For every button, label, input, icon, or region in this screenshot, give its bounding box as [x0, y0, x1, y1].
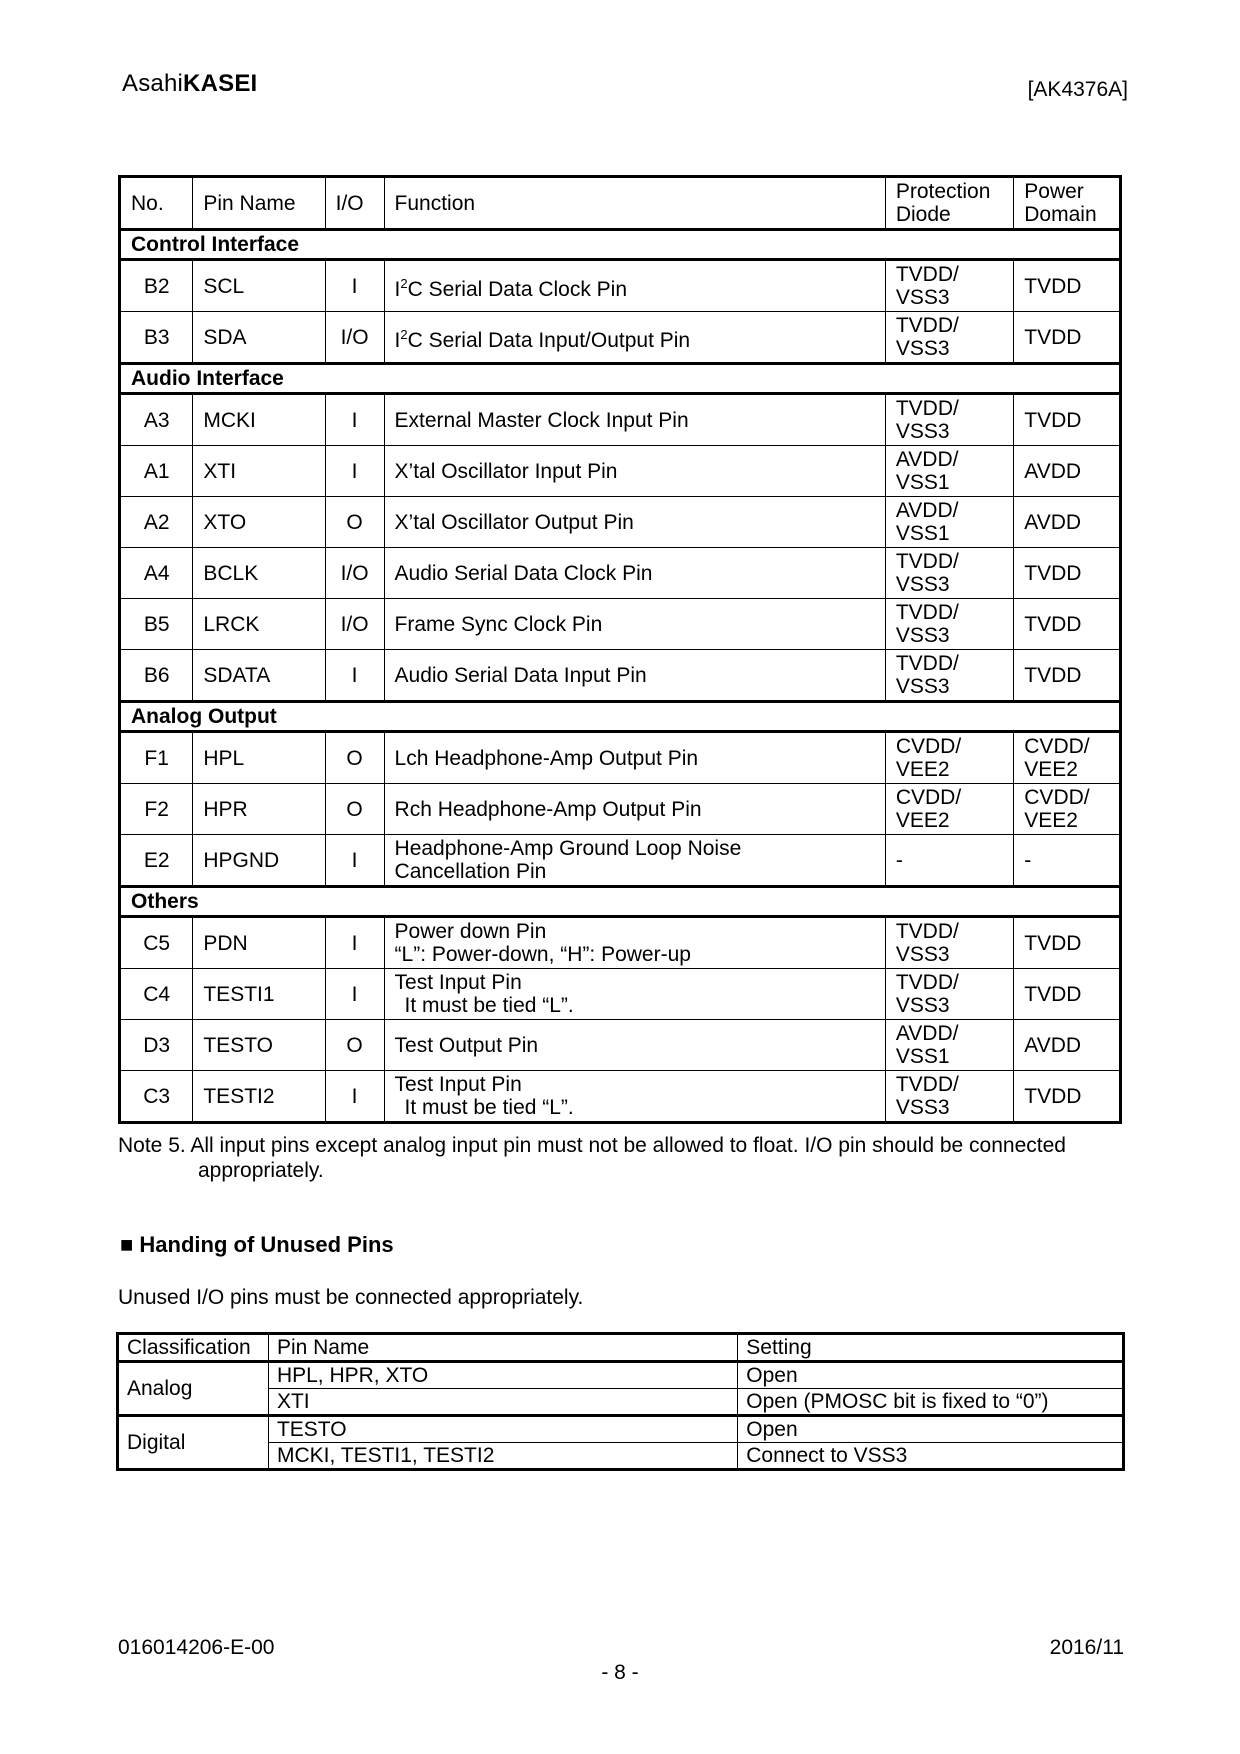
pin-function: Test Input Pin It must be tied “L”. — [384, 1071, 885, 1123]
column-header: No. — [120, 177, 193, 230]
column-header: Power Domain — [1014, 177, 1121, 230]
table-header-row — [118, 1334, 1124, 1362]
pin-no: A3 — [120, 394, 193, 446]
protection-diode: TVDD/ VSS3 — [885, 650, 1013, 702]
pin-name: HPGND — [193, 835, 325, 887]
pin-no: C5 — [120, 917, 193, 969]
protection-diode: TVDD/ VSS3 — [885, 917, 1013, 969]
pin-no: B2 — [120, 260, 193, 312]
table-row — [120, 917, 1121, 969]
footer-date: 2016/11 — [1049, 1636, 1124, 1659]
pin-io: I — [325, 835, 384, 887]
section-title: Audio Interface — [120, 364, 1121, 394]
pin-no: A2 — [120, 497, 193, 548]
table-row — [120, 650, 1121, 702]
power-domain: TVDD — [1014, 1071, 1121, 1123]
pin-no: A1 — [120, 446, 193, 497]
power-domain: TVDD — [1014, 650, 1121, 702]
protection-diode: AVDD/ VSS1 — [885, 1020, 1013, 1071]
pin-no: B6 — [120, 650, 193, 702]
pin-io: I — [325, 1071, 384, 1123]
table-row — [120, 732, 1121, 784]
section-row — [120, 230, 1121, 260]
pin-name-cell: HPL, HPR, XTO — [268, 1362, 737, 1389]
setting-cell: Connect to VSS3 — [738, 1443, 1124, 1470]
table-row — [120, 394, 1121, 446]
protection-diode: TVDD/ VSS3 — [885, 312, 1013, 364]
document-id: [AK4376A] — [1027, 78, 1128, 101]
section-title: Others — [120, 887, 1121, 917]
column-header: Function — [384, 177, 885, 230]
pin-io: I — [325, 394, 384, 446]
company-logo — [122, 70, 257, 98]
table-row — [120, 1071, 1121, 1123]
protection-diode: TVDD/ VSS3 — [885, 1071, 1013, 1123]
pin-name: LRCK — [193, 599, 325, 650]
pin-io: I/O — [325, 599, 384, 650]
power-domain: TVDD — [1014, 917, 1121, 969]
table-header-row — [120, 177, 1121, 230]
pin-no: B5 — [120, 599, 193, 650]
pin-name: XTI — [193, 446, 325, 497]
column-header: Pin Name — [268, 1334, 737, 1362]
pin-function: Headphone-Amp Ground Loop Noise Cancellation Pin — [384, 835, 885, 887]
pin-io: O — [325, 784, 384, 835]
section-title: Control Interface — [120, 230, 1121, 260]
setting-cell: Open (PMOSC bit is fixed to “0”) — [738, 1389, 1124, 1416]
pin-io: O — [325, 732, 384, 784]
logo-brand: KASEI — [183, 70, 258, 97]
table-row — [120, 260, 1121, 312]
table-row — [120, 969, 1121, 1020]
pin-name-cell: MCKI, TESTI1, TESTI2 — [268, 1443, 737, 1470]
table-row — [120, 497, 1121, 548]
power-domain: - — [1014, 835, 1121, 887]
table-row — [118, 1416, 1124, 1443]
pin-io: I — [325, 446, 384, 497]
protection-diode: TVDD/ VSS3 — [885, 599, 1013, 650]
pin-function: X’tal Oscillator Output Pin — [384, 497, 885, 548]
section-row — [120, 364, 1121, 394]
pin-function: Rch Headphone-Amp Output Pin — [384, 784, 885, 835]
table-row — [118, 1389, 1124, 1416]
pin-name-cell: TESTO — [268, 1416, 737, 1443]
pin-function: External Master Clock Input Pin — [384, 394, 885, 446]
protection-diode: TVDD/ VSS3 — [885, 548, 1013, 599]
setting-cell: Open — [738, 1362, 1124, 1389]
pin-name: SCL — [193, 260, 325, 312]
table-row — [120, 599, 1121, 650]
footnote — [118, 1133, 1128, 1183]
footer-doc-number: 016014206-E-00 — [118, 1636, 275, 1659]
pin-no: A4 — [120, 548, 193, 599]
pin-no: C4 — [120, 969, 193, 1020]
pin-name: HPL — [193, 732, 325, 784]
column-header: Setting — [738, 1334, 1124, 1362]
classification-cell: Digital — [118, 1416, 269, 1470]
pin-function: $I^2C$ Serial Data Input/Output Pin — [384, 312, 885, 364]
power-domain: AVDD — [1014, 1020, 1121, 1071]
power-domain: TVDD — [1014, 599, 1121, 650]
table-row — [120, 548, 1121, 599]
pin-function: X’tal Oscillator Input Pin — [384, 446, 885, 497]
table-row — [118, 1443, 1124, 1470]
protection-diode: AVDD/ VSS1 — [885, 446, 1013, 497]
pin-function: Audio Serial Data Input Pin — [384, 650, 885, 702]
table-row — [120, 312, 1121, 364]
pin-no: F1 — [120, 732, 193, 784]
section-row — [120, 702, 1121, 732]
footnote-line: appropriately. — [198, 1159, 324, 1182]
pin-function: Audio Serial Data Clock Pin — [384, 548, 885, 599]
page-number: - 8 - — [601, 1661, 639, 1684]
protection-diode: CVDD/ VEE2 — [885, 732, 1013, 784]
pin-name-cell: XTI — [268, 1389, 737, 1416]
pin-function: Test Output Pin — [384, 1020, 885, 1071]
section-heading: ■ Handing of Unused Pins — [120, 1232, 394, 1257]
logo-prefix: Asahi — [122, 70, 184, 97]
pin-name: HPR — [193, 784, 325, 835]
pin-io: I — [325, 260, 384, 312]
pin-io: O — [325, 497, 384, 548]
table-row — [120, 784, 1121, 835]
pin-no: F2 — [120, 784, 193, 835]
pin-io: I/O — [325, 548, 384, 599]
pin-function: Frame Sync Clock Pin — [384, 599, 885, 650]
pin-name: PDN — [193, 917, 325, 969]
pin-no: E2 — [120, 835, 193, 887]
power-domain: AVDD — [1014, 446, 1121, 497]
pin-io: O — [325, 1020, 384, 1071]
column-header: Pin Name — [193, 177, 325, 230]
pin-io: I — [325, 917, 384, 969]
pin-function-table — [118, 175, 1122, 1124]
pin-io: I/O — [325, 312, 384, 364]
power-domain: TVDD — [1014, 312, 1121, 364]
pin-no: B3 — [120, 312, 193, 364]
section-row — [120, 887, 1121, 917]
power-domain: AVDD — [1014, 497, 1121, 548]
pin-name: TESTO — [193, 1020, 325, 1071]
pin-function: $I^2C$ Serial Data Clock Pin — [384, 260, 885, 312]
power-domain: TVDD — [1014, 260, 1121, 312]
protection-diode: TVDD/ VSS3 — [885, 969, 1013, 1020]
pin-function: Power down Pin “L”: Power-down, “H”: Power-up — [384, 917, 885, 969]
table-row — [120, 1020, 1121, 1071]
footnote-line: Note 5. All input pins except analog input pin must not be allowed to float. I/O pin should be connected — [118, 1134, 1066, 1157]
pin-io: I — [325, 969, 384, 1020]
setting-cell: Open — [738, 1416, 1124, 1443]
pin-name: BCLK — [193, 548, 325, 599]
pin-name: XTO — [193, 497, 325, 548]
pin-name: TESTI2 — [193, 1071, 325, 1123]
section-intro: Unused I/O pins must be connected appropriately. — [118, 1286, 584, 1309]
protection-diode: - — [885, 835, 1013, 887]
pin-name: MCKI — [193, 394, 325, 446]
power-domain: CVDD/ VEE2 — [1014, 784, 1121, 835]
power-domain: CVDD/ VEE2 — [1014, 732, 1121, 784]
unused-pins-table — [116, 1332, 1125, 1471]
table-row — [120, 446, 1121, 497]
classification-cell: Analog — [118, 1362, 269, 1416]
pin-name: SDATA — [193, 650, 325, 702]
pin-no: C3 — [120, 1071, 193, 1123]
column-header: Classification — [118, 1334, 269, 1362]
table-row — [118, 1362, 1124, 1389]
protection-diode: TVDD/ VSS3 — [885, 260, 1013, 312]
pin-io: I — [325, 650, 384, 702]
power-domain: TVDD — [1014, 969, 1121, 1020]
power-domain: TVDD — [1014, 548, 1121, 599]
pin-no: D3 — [120, 1020, 193, 1071]
pin-name: SDA — [193, 312, 325, 364]
section-title: Analog Output — [120, 702, 1121, 732]
power-domain: TVDD — [1014, 394, 1121, 446]
pin-function: Lch Headphone-Amp Output Pin — [384, 732, 885, 784]
column-header: I/O — [325, 177, 384, 230]
protection-diode: CVDD/ VEE2 — [885, 784, 1013, 835]
pin-function: Test Input Pin It must be tied “L”. — [384, 969, 885, 1020]
protection-diode: TVDD/ VSS3 — [885, 394, 1013, 446]
table-row — [120, 835, 1121, 887]
protection-diode: AVDD/ VSS1 — [885, 497, 1013, 548]
pin-name: TESTI1 — [193, 969, 325, 1020]
column-header: Protection Diode — [885, 177, 1013, 230]
